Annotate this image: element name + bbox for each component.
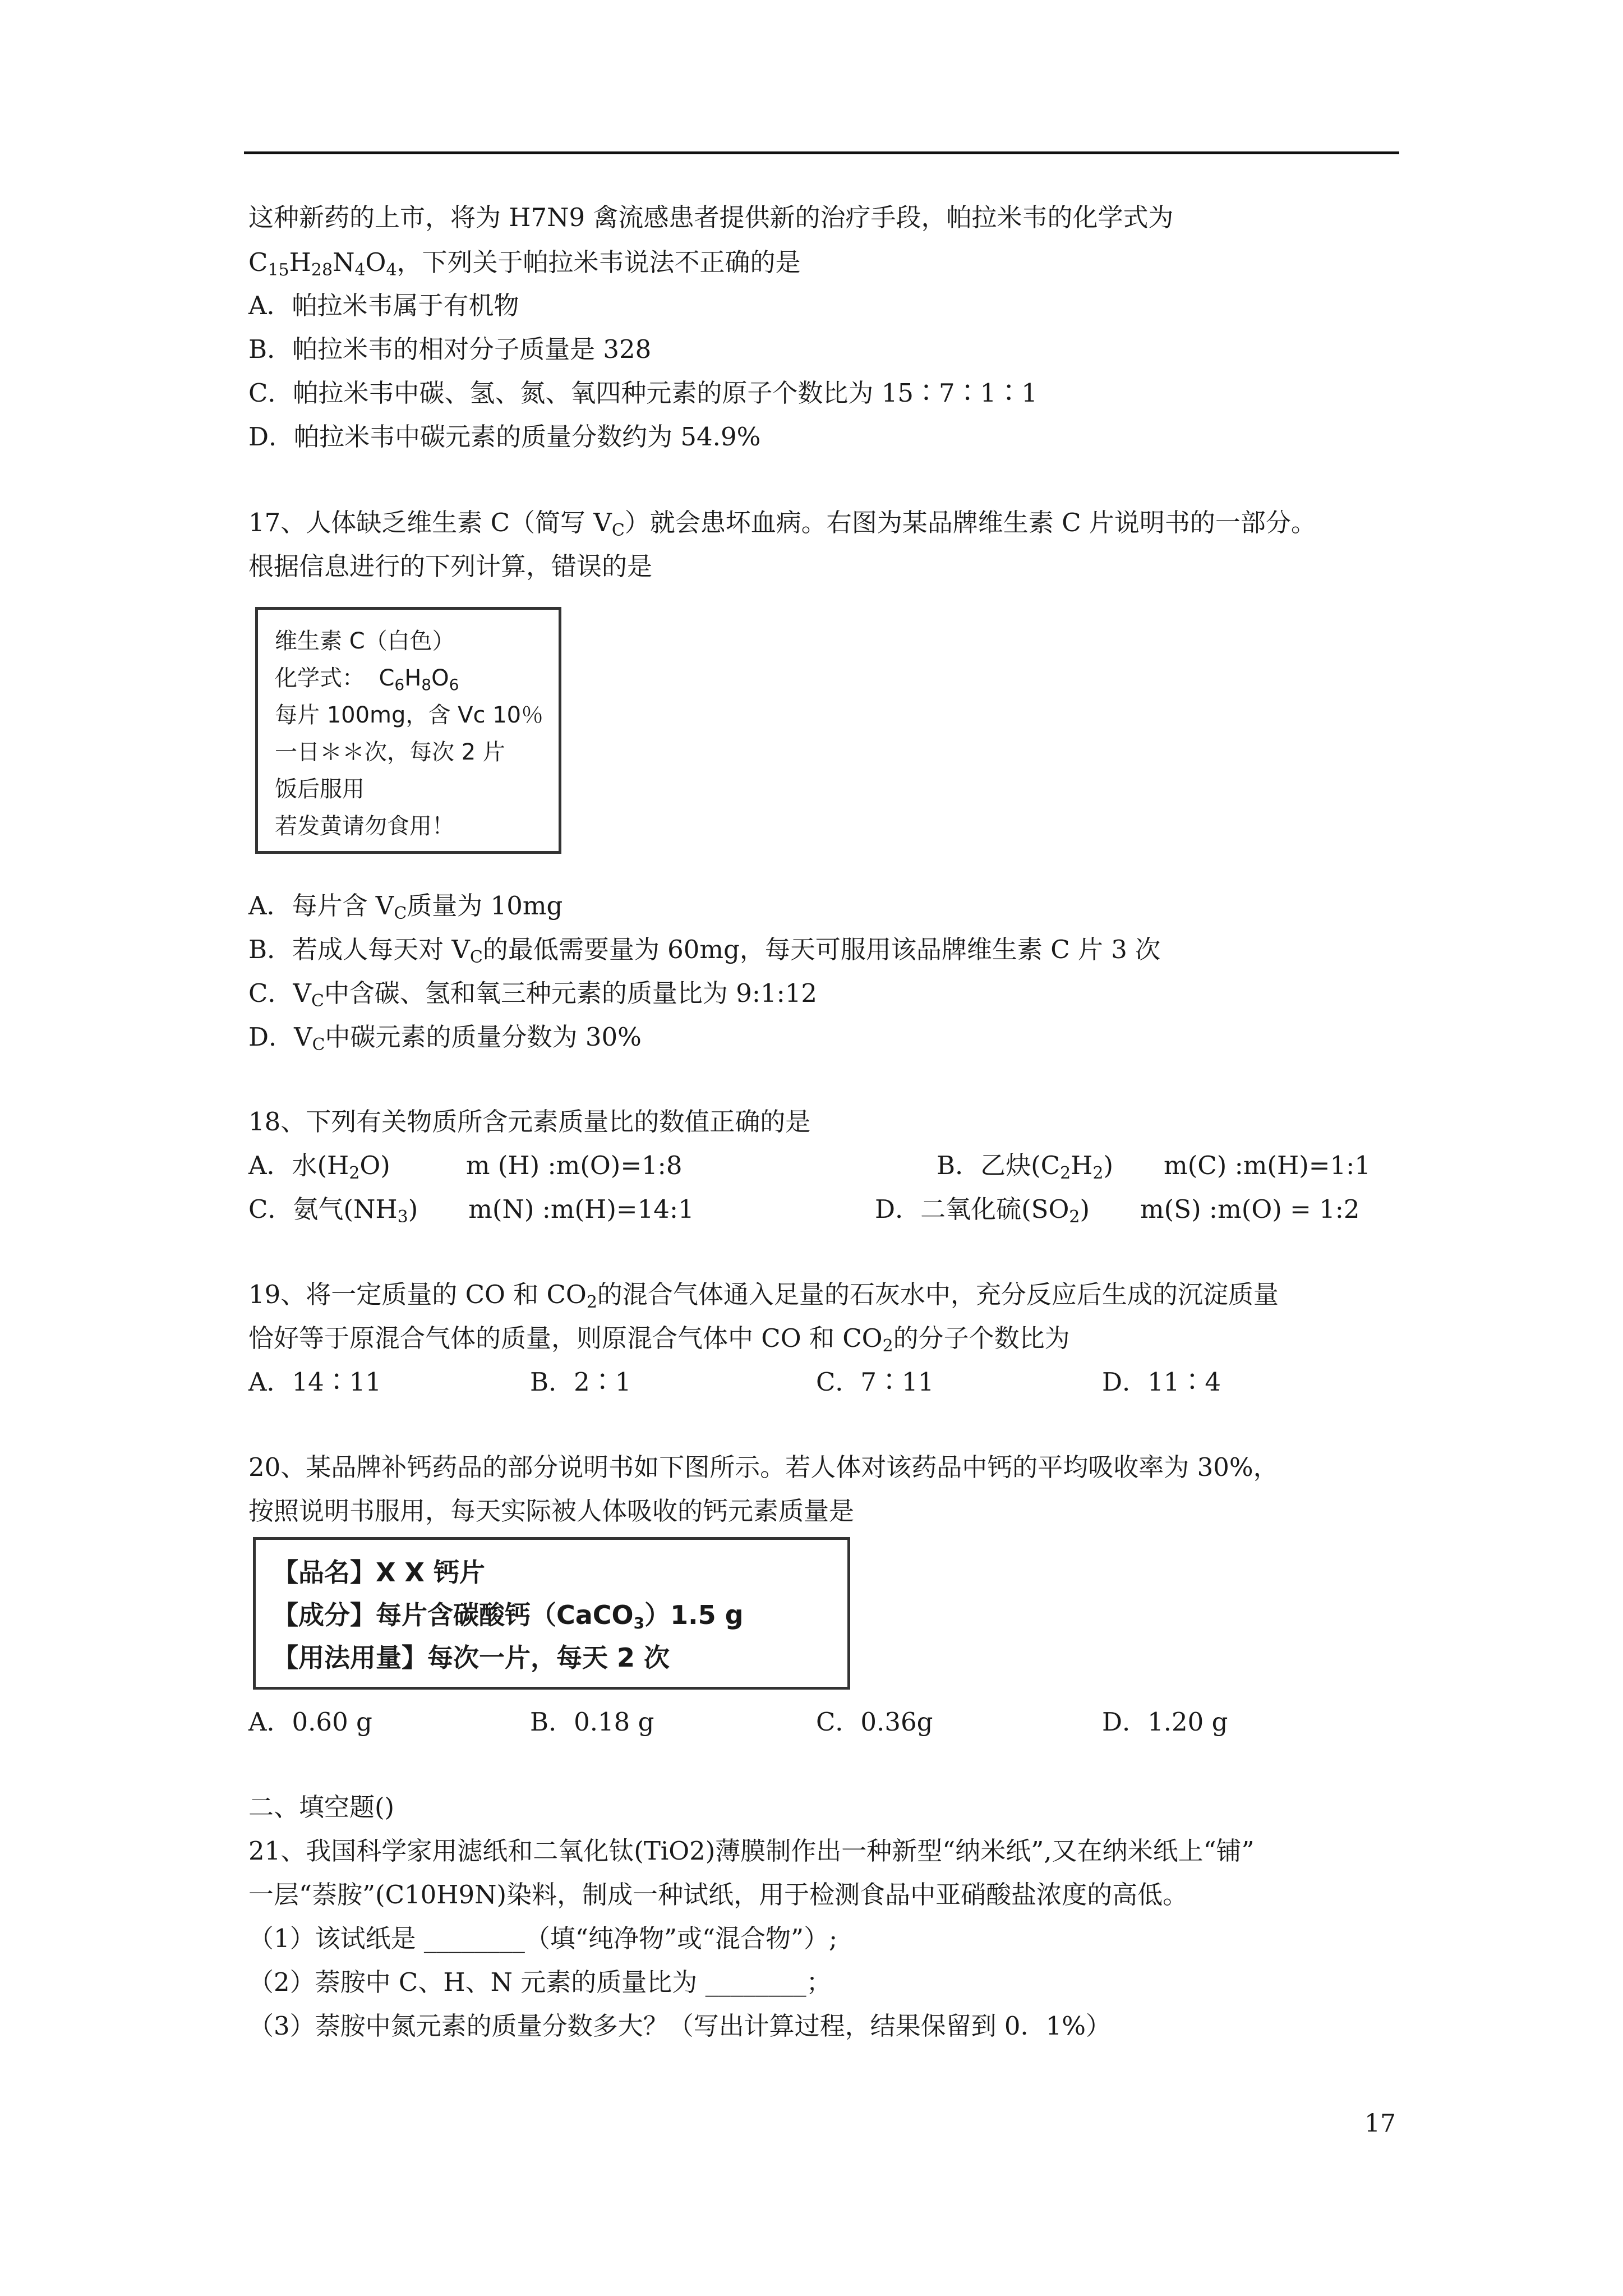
q16-option-d: D．帕拉米韦中碳元素的质量分数约为 54.9% (248, 422, 761, 452)
q18-option-a: A．水$(H_2O)$ m (H) :m(O)=1:8 (248, 1151, 683, 1183)
ca-label-line1: 【品名】X X 钙片 (273, 1557, 485, 1588)
q20-option-c: C．0.36g (816, 1707, 933, 1737)
q18-option-d: D．二氧化硫$(SO_2)$ m(S) :m(O) = 1:2 (875, 1194, 1360, 1227)
q16-stem-line2: $C_{15}H_{28}N_4O_4$，下列关于帕拉米韦说法不正确的是 (248, 247, 801, 280)
q21-part2: （2）萘胺中 C、H、N 元素的质量比为 ________； (248, 1967, 832, 1997)
vc-label-line2: 化学式： $C_6H_8O_6$ (275, 665, 459, 694)
calcium-label-box (253, 1537, 850, 1690)
ca-label-line3: 【用法用量】每次一片，每天 2 次 (273, 1642, 670, 1673)
q18-option-b: B．乙炔$(C_2H_2)$ m(C) :m(H)=1:1 (937, 1151, 1371, 1183)
q18-stem: 18、下列有关物质所含元素质量比的数值正确的是 (248, 1107, 811, 1137)
q21-stem-line2: 一层“萘胺”(C10H9N)染料，制成一种试纸，用于检测食品中亚硝酸盐浓度的高低。 (248, 1880, 1188, 1910)
q20-stem-line1: 20、某品牌补钙药品的部分说明书如下图所示。若人体对该药品中钙的平均吸收率为 30%， (248, 1452, 1279, 1482)
q17-stem-line1: 17、人体缺乏维生素 C（简写 $V_C$）就会患坏血病。右图为某品牌维生素 C 片说明书的一部分。 (248, 508, 1316, 540)
q16-option-b: B．帕拉米韦的相对分子质量是 328 (248, 334, 652, 364)
q17-option-d: D．$V_C$中碳元素的质量分数为 30% (248, 1022, 642, 1055)
q16-option-c: C．帕拉米韦中碳、氢、氮、氧四种元素的原子个数比为 15∶7∶1∶1 (248, 378, 1038, 408)
q20-stem-line2: 按照说明书服用，每天实际被人体吸收的钙元素质量是 (248, 1496, 855, 1526)
vc-label-line6: 若发黄请勿食用！ (275, 813, 454, 839)
ca-label-line2: 【成分】每片含碳酸钙（CaCO$_3$）1.5 g (273, 1600, 744, 1632)
vc-label-line4: 一日＊＊次，每次 2 片 (275, 739, 505, 765)
q20-option-d: D．1.20 g (1102, 1707, 1228, 1737)
q21-part1: （1）该试纸是 ________（填“纯净物”或“混合物”）; (248, 1924, 838, 1953)
header-rule (244, 151, 1399, 154)
section2-heading: 二、填空题() (248, 1792, 395, 1822)
q16-stem-line1: 这种新药的上市，将为 H7N9 禽流感患者提供新的治疗手段，帕拉米韦的化学式为 (248, 203, 1174, 232)
q21-part3: （3）萘胺中氮元素的质量分数多大？（写出计算过程，结果保留到 0．1%） (248, 2011, 1111, 2041)
q17-stem-line2: 根据信息进行的下列计算，错误的是 (248, 551, 653, 581)
q16-formula: $C_{15}H_{28}N_4O_4$ (248, 247, 397, 280)
vitamin-c-label-box (255, 607, 561, 854)
q19-option-b: B．2∶1 (530, 1367, 631, 1397)
q21-stem-line1: 21、我国科学家用滤纸和二氧化钛(TiO2)薄膜制作出一种新型“纳米纸”,又在纳米纸上“铺” (248, 1836, 1255, 1866)
q18-option-c: C．氨气$(NH_3)$ m(N) :m(H)=14:1 (248, 1194, 694, 1227)
q17-option-a: A．每片含 $V_C$质量为 10mg (248, 891, 563, 923)
q19-option-c: C．7∶11 (816, 1367, 934, 1397)
vc-label-line5: 饭后服用 (275, 776, 365, 802)
q19-stem-line2: 恰好等于原混合气体的质量，则原混合气体中 CO 和 $CO_2$的分子个数比为 (248, 1323, 1070, 1356)
vc-label-line1: 维生素 C（白色） (275, 628, 455, 654)
q20-option-a: A．0.60 g (248, 1707, 372, 1737)
q17-option-b: B．若成人每天对 $V_C$的最低需要量为 60mg，每天可服用该品牌维生素 C 片 3 次 (248, 935, 1161, 967)
q16-option-a: A．帕拉米韦属于有机物 (248, 291, 519, 320)
vc-label-line3: 每片 100mg，含 Vc 10％ (275, 702, 544, 728)
q17-option-c: C．$V_C$中含碳、氢和氧三种元素的质量比为 9:1:12 (248, 978, 818, 1011)
q19-option-d: D．11∶4 (1102, 1367, 1221, 1397)
page-number: 17 (1364, 2109, 1396, 2138)
q19-stem-line1: 19、将一定质量的 CO 和 $CO_2$的混合气体通入足量的石灰水中，充分反应后生成的沉淀质量 (248, 1280, 1279, 1312)
q20-option-b: B．0.18 g (530, 1707, 654, 1737)
q19-option-a: A．14∶11 (248, 1367, 382, 1397)
